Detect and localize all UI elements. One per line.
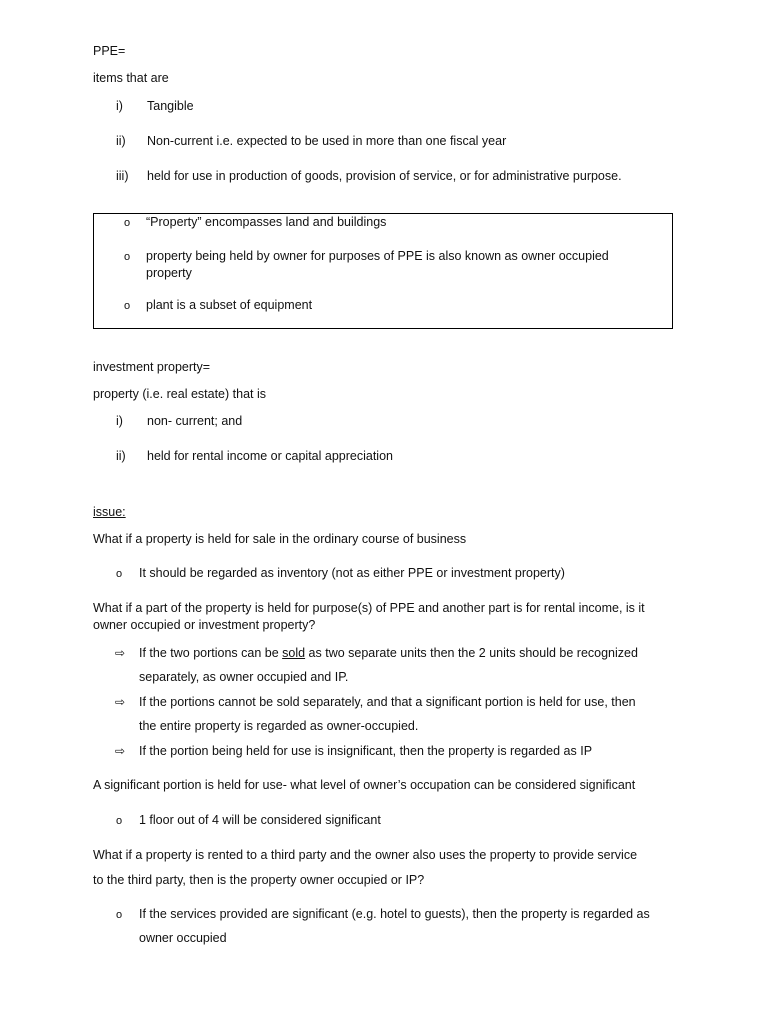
ppe-item-text: Tangible	[147, 99, 194, 113]
answer-text-part: as two separate units then the 2 units should be recognized	[305, 646, 638, 660]
arrow-right-icon: ⇨	[115, 744, 126, 758]
arrow-right-icon: ⇨	[115, 646, 126, 660]
question-text: What if a property is held for sale in the ordinary course of business	[93, 532, 467, 546]
answer-text: If the services provided are significant (e.g. hotel to guests), then the property is regarded as	[139, 907, 650, 921]
investment-item-text: held for rental income or capital appreciation	[147, 449, 393, 463]
note-text: property being held by owner for purposes of PPE is also known as owner occupied	[146, 249, 609, 263]
investment-item-text: non- current; and	[147, 414, 243, 428]
answer-text: the entire property is regarded as owner-occupied.	[139, 719, 419, 733]
ppe-item-text: held for use in production of goods, provision of service, or for administrative purpose.	[147, 169, 622, 183]
issue-heading: issue:	[93, 505, 126, 519]
note-text: “Property” encompasses land and buildings	[146, 215, 387, 229]
answer-text	[139, 645, 638, 661]
question-text: owner occupied or investment property?	[93, 618, 316, 632]
ppe-item-num: i)	[116, 99, 123, 113]
note-text: property	[146, 266, 192, 280]
question-text: What if a property is rented to a third party and the owner also uses the property to provide service	[93, 848, 638, 862]
bullet-icon: o	[116, 909, 123, 921]
bullet-icon: o	[124, 217, 131, 229]
question-text: to the third party, then is the property owner occupied or IP?	[93, 873, 425, 887]
bullet-icon: o	[124, 300, 131, 312]
answer-text: It should be regarded as inventory (not as either PPE or investment property)	[139, 566, 565, 580]
bullet-icon: o	[124, 251, 131, 263]
ppe-item-num: iii)	[116, 169, 129, 183]
underlined-word: sold	[282, 646, 306, 660]
arrow-right-icon: ⇨	[115, 695, 126, 709]
note-text: plant is a subset of equipment	[146, 298, 313, 312]
ppe-item-text: Non-current i.e. expected to be used in more than one fiscal year	[147, 134, 507, 148]
investment-item-num: i)	[116, 414, 123, 428]
bullet-icon: o	[116, 815, 123, 827]
ppe-heading: PPE=	[93, 44, 126, 58]
bullet-icon: o	[116, 568, 123, 580]
answer-text: If the portion being held for use is insignificant, then the property is regarded as IP	[139, 744, 593, 758]
answer-text: separately, as owner occupied and IP.	[139, 670, 349, 684]
question-text: A significant portion is held for use- what level of owner’s occupation can be considered significant	[93, 778, 636, 792]
question-text: What if a part of the property is held for purpose(s) of PPE and another part is for rental income, is it	[93, 601, 645, 615]
answer-text: owner occupied	[139, 931, 227, 945]
investment-heading: investment property=	[93, 360, 211, 374]
investment-intro: property (i.e. real estate) that is	[93, 387, 266, 401]
answer-text: 1 floor out of 4 will be considered significant	[139, 813, 381, 827]
investment-item-num: ii)	[116, 449, 126, 463]
answer-text: If the portions cannot be sold separately, and that a significant portion is held for use, then	[139, 695, 636, 709]
answer-text-part: If the two portions can be	[139, 646, 283, 660]
ppe-intro: items that are	[93, 71, 169, 85]
ppe-item-num: ii)	[116, 134, 126, 148]
